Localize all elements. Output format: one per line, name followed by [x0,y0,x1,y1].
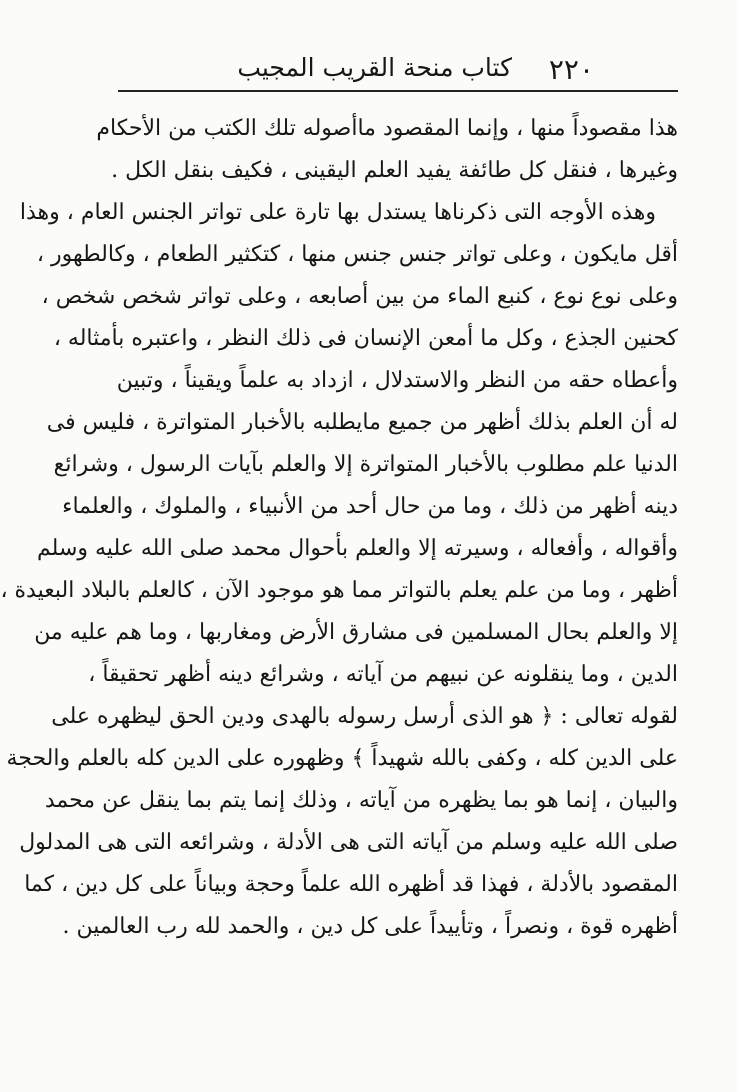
text-line: هذا مقصوداً منها ، وإنما المقصود ماأصوله تلك الكتب من الأحكام [96,116,678,141]
text-line: وأعطاه حقه من النظر والاستدلال ، ازداد به علماً ويقيناً ، وتبين [116,368,678,393]
body-text [0,108,678,1008]
text-line: لقوله تعالى : ﴿ هو الذى أرسل رسوله بالهدى ودين الحق ليظهره على [51,704,678,729]
text-line: دينه أظهر من ذلك ، وما من حال أحد من الأنبياء ، والملوك ، والعلماء [62,494,678,519]
page-header [118,40,678,92]
page-number: ٢٢٠ [548,53,594,86]
paragraph-first-line: وهذه الأوجه التى ذكرناها يستدل بها تارة على تواتر الجنس العام ، وهذا [19,200,656,225]
text-line: على الدين كله ، وكفى بالله شهيداً ﴾ وظهوره على الدين كله بالعلم والحجة [6,746,678,771]
text-line: وأقواله ، وأفعاله ، وسيرته إلا والعلم بأحوال محمد صلى الله عليه وسلم [37,536,678,561]
text-line: إلا والعلم بحال المسلمين فى مشارق الأرض ومغاربها ، وما هم عليه من [34,620,678,645]
text-line: صلى الله عليه وسلم من آياته التى هى الأدلة ، وشرائعه التى هى المدلول [19,830,678,855]
text-line: وغيرها ، فنقل كل طائفة يفيد العلم اليقينى ، فكيف بنقل الكل . [111,158,678,183]
text-line: والبيان ، إنما هو بما يظهره من آياته ، وذلك إنما يتم بما ينقل عن محمد [44,788,678,813]
text-line: الدنيا علم مطلوب بالأخبار المتواترة إلا والعلم بآيات الرسول ، وشرائع [53,452,678,477]
text-line: المقصود بالأدلة ، فهذا قد أظهره الله علماً وحجة وبياناً على كل دين ، كما [24,872,678,897]
text-line: أقل مايكون ، وعلى تواتر جنس جنس منها ، كتكثير الطعام ، وكالطهور ، [36,242,678,267]
text-line: وعلى نوع نوع ، كنبع الماء من بين أصابعه ، وعلى تواتر شخص شخص ، [41,284,678,309]
text-line: له أن العلم بذلك أظهر من جميع مايطلبه بالأخبار المتواترة ، فليس فى [46,410,678,435]
text-line: الدين ، وما ينقلونه عن نبيهم من آياته ، وشرائع دينه أظهر تحقيقاً ، [88,662,678,687]
text-line: أظهره قوة ، ونصراً ، وتأييداً على كل دين ، والحمد لله رب العالمين . [62,914,678,939]
running-title: كتاب منحة القريب المجيب [237,53,512,82]
text-line: كحنين الجذع ، وكل ما أمعن الإنسان فى ذلك النظر ، واعتبره بأمثاله ، [53,326,678,351]
header-rule [118,90,678,92]
text-line: أظهر ، وما من علم يعلم بالتواتر مما هو موجود الآن ، كالعلم بالبلاد البعيدة ، [0,578,678,603]
